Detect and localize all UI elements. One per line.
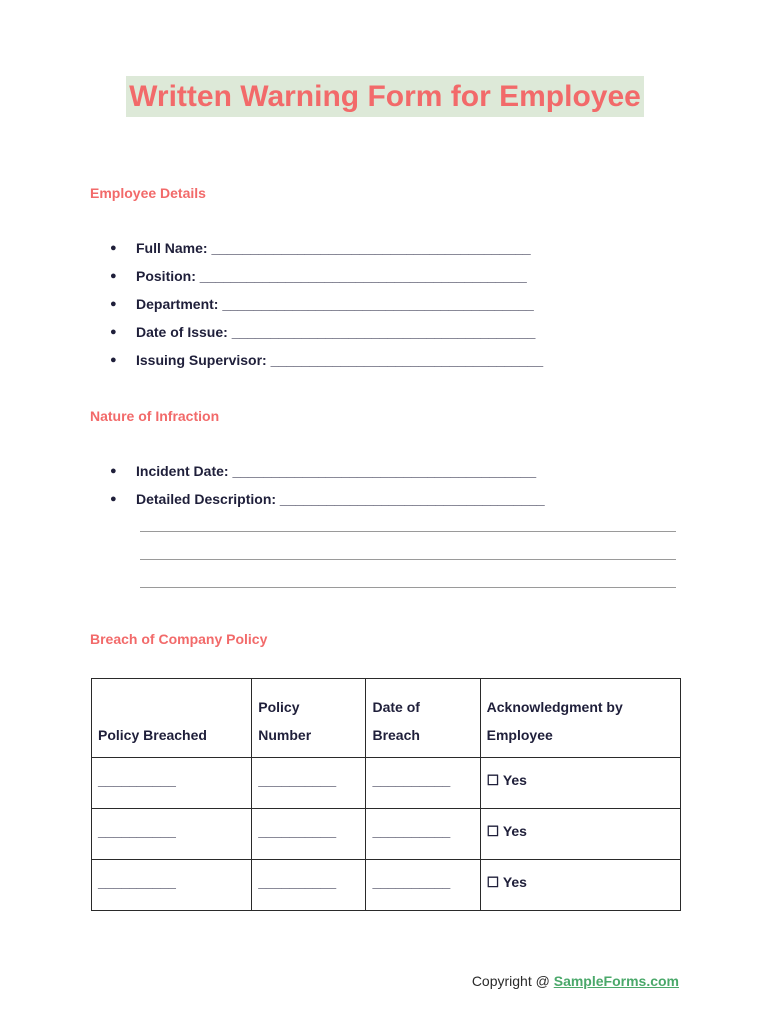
field-label: Full Name: — [136, 240, 208, 256]
bullet-icon: ● — [110, 242, 117, 254]
field-label: Incident Date: — [136, 463, 229, 479]
bullet-icon: ● — [110, 354, 117, 366]
bullet-icon: ● — [110, 465, 117, 477]
ack-checkbox[interactable]: ☐ Yes — [480, 758, 680, 809]
number-cell[interactable]: __________ — [252, 860, 366, 911]
table-row — [92, 860, 681, 911]
field-position[interactable] — [110, 262, 543, 290]
bullet-icon: ● — [110, 298, 117, 310]
table-row — [92, 758, 681, 809]
table-header-row — [92, 679, 681, 758]
date-cell[interactable]: __________ — [366, 860, 480, 911]
copyright-footer — [472, 973, 679, 989]
nature-of-infraction-heading: Nature of Infraction — [90, 408, 220, 424]
bullet-icon: ● — [110, 493, 117, 505]
title-wrapper — [0, 76, 770, 117]
number-cell[interactable]: __________ — [252, 809, 366, 860]
description-line-3[interactable] — [140, 587, 676, 588]
field-blank[interactable]: _________________________________________ — [211, 240, 531, 256]
field-blank[interactable]: __________________________________________ — [199, 268, 527, 284]
field-label: Position: — [136, 268, 196, 284]
breach-of-policy-heading: Breach of Company Policy — [90, 631, 268, 647]
bullet-icon: ● — [110, 270, 117, 282]
field-label: Issuing Supervisor: — [136, 352, 267, 368]
header-policy-breached: Policy Breached — [92, 679, 252, 758]
bullet-icon: ● — [110, 326, 117, 338]
page-title: Written Warning Form for Employee — [126, 76, 644, 117]
brand-link[interactable]: SampleForms.com — [553, 973, 679, 989]
field-detailed-description[interactable] — [110, 485, 545, 513]
policy-cell[interactable]: __________ — [92, 860, 252, 911]
description-line-1[interactable] — [140, 531, 676, 532]
field-department[interactable] — [110, 290, 543, 318]
header-policy-number: Policy Number — [252, 679, 366, 758]
field-incident-date[interactable] — [110, 457, 545, 485]
field-date-of-issue[interactable] — [110, 318, 543, 346]
policy-breach-table — [91, 678, 681, 911]
ack-checkbox[interactable]: ☐ Yes — [480, 860, 680, 911]
header-acknowledgment: Acknowledgment by Employee — [480, 679, 680, 758]
policy-cell[interactable]: __________ — [92, 809, 252, 860]
header-date-of-breach: Date of Breach — [366, 679, 480, 758]
field-issuing-supervisor[interactable] — [110, 346, 543, 374]
employee-details-list — [110, 234, 543, 374]
policy-cell[interactable]: __________ — [92, 758, 252, 809]
field-label: Department: — [136, 296, 219, 312]
description-line-2[interactable] — [140, 559, 676, 560]
field-blank[interactable]: _______________________________________ — [232, 463, 537, 479]
table-row — [92, 809, 681, 860]
field-label: Date of Issue: — [136, 324, 228, 340]
date-cell[interactable]: __________ — [366, 758, 480, 809]
date-cell[interactable]: __________ — [366, 809, 480, 860]
copyright-text: Copyright @ — [471, 973, 554, 989]
number-cell[interactable]: __________ — [252, 758, 366, 809]
field-blank[interactable]: ________________________________________ — [222, 296, 534, 312]
field-label: Detailed Description: — [136, 491, 277, 507]
field-blank[interactable]: __________________________________ — [279, 491, 545, 507]
ack-checkbox[interactable]: ☐ Yes — [480, 809, 680, 860]
field-full-name[interactable] — [110, 234, 543, 262]
employee-details-heading: Employee Details — [90, 185, 206, 201]
field-blank[interactable]: _______________________________________ — [231, 324, 536, 340]
field-blank[interactable]: ___________________________________ — [270, 352, 544, 368]
infraction-list — [110, 457, 545, 513]
